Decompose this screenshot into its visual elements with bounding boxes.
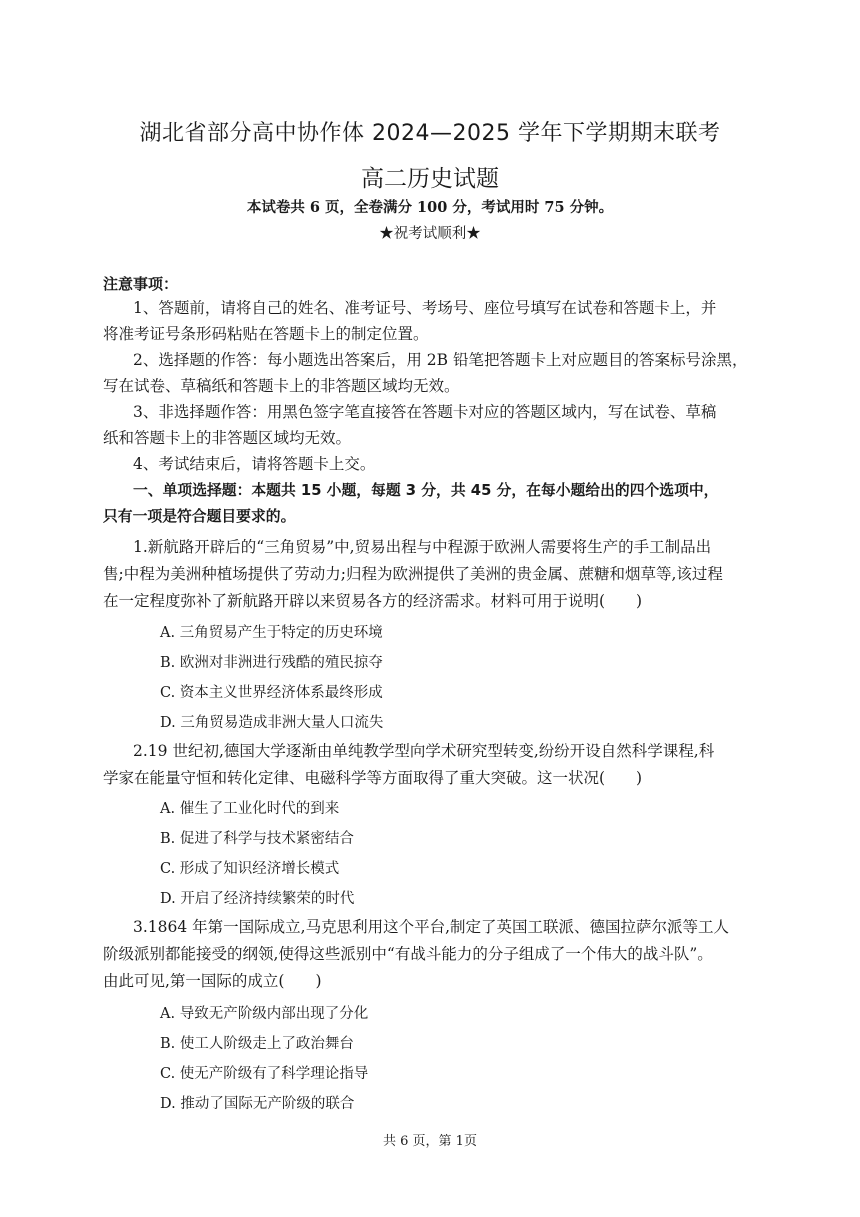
notice-item-4: 4、考试结束后，请将答题卡上交。: [133, 455, 376, 473]
question-3-line-3: 由此可见,第一国际的成立( ): [103, 972, 322, 990]
exam-title: 湖北省部分高中协作体 2024—2025 学年下学期期末联考: [139, 121, 721, 146]
question-3-option-d: D. 推动了国际无产阶级的联合: [160, 1096, 355, 1112]
question-2-option-b: B. 促进了科学与技术紧密结合: [160, 831, 354, 847]
notice-heading: 注意事项：: [103, 275, 179, 293]
question-2-option-c: C. 形成了知识经济增长模式: [160, 861, 340, 877]
question-1-option-a: A. 三角贸易产生于特定的历史环境: [160, 625, 383, 641]
question-2-line-1: 2.19 世纪初,德国大学逐渐由单纯教学型向学术研究型转变,纷纷开设自然科学课程,科: [133, 742, 715, 760]
notice-item-3-line-2: 纸和答题卡上的非答题区域均无效。: [103, 429, 352, 447]
question-2-option-d: D. 开启了经济持续繁荣的时代: [160, 891, 355, 907]
question-2-option-a: A. 催生了工业化时代的到来: [160, 801, 340, 817]
notice-item-3-line-1: 3、非选择题作答：用黑色签字笔直接答在答题卡对应的答题区域内，写在试卷、草稿: [133, 403, 717, 421]
section-heading-line-2: 只有一项是符合题目要求的。: [103, 508, 296, 525]
notice-item-2-line-1: 2、选择题的作答：每小题选出答案后，用 2B 铅笔把答题卡上对应题目的答案标号涂黑，: [133, 351, 748, 369]
section-heading-line-1: 一、单项选择题：本题共 15 小题，每题 3 分，共 45 分，在每小题给出的四个选项中，: [133, 482, 719, 499]
exam-subtitle: 高二历史试题: [361, 166, 499, 192]
notice-item-2-line-2: 写在试卷、草稿纸和答题卡上的非答题区域均无效。: [103, 377, 460, 395]
question-1-option-d: D. 三角贸易造成非洲大量人口流失: [160, 715, 384, 731]
notice-item-1-line-2: 将准考证号条形码粘贴在答题卡上的制定位置。: [103, 325, 429, 343]
question-3-option-a: A. 导致无产阶级内部出现了分化: [160, 1006, 369, 1022]
exam-wish: ★祝考试顺利★: [379, 226, 481, 242]
question-3-option-c: C. 使无产阶级有了科学理论指导: [160, 1066, 369, 1082]
question-3-line-2: 阶级派别都能接受的纲领,使得这些派别中“有战斗能力的分子组成了一个伟大的战斗队”。: [103, 945, 713, 963]
question-1-option-c: C. 资本主义世界经济体系最终形成: [160, 685, 383, 701]
question-1-option-b: B. 欧洲对非洲进行残酷的殖民掠夺: [160, 655, 383, 671]
notice-item-1-line-1: 1、答题前，请将自己的姓名、准考证号、考场号、座位号填写在试卷和答题卡上，并: [133, 299, 717, 317]
question-2-line-2: 学家在能量守恒和转化定律、电磁科学等方面取得了重大突破。这一状况( ): [103, 769, 643, 787]
exam-info: 本试卷共 6 页，全卷满分 100 分，考试用时 75 分钟。: [246, 199, 614, 216]
question-3-line-1: 3.1864 年第一国际成立,马克思利用这个平台,制定了英国工联派、德国拉萨尔派等工人: [133, 918, 730, 936]
question-1-line-2: 售;中程为美洲种植场提供了劳动力;归程为欧洲提供了美洲的贵金属、蔗糖和烟草等,该过程: [103, 565, 723, 583]
page-footer: 共 6 页，第 1页: [383, 1134, 477, 1149]
question-3-option-b: B. 使工人阶级走上了政治舞台: [160, 1036, 354, 1052]
question-1-line-3: 在一定程度弥补了新航路开辟以来贸易各方的经济需求。材料可用于说明( ): [103, 592, 643, 610]
question-1-line-1: 1.新航路开辟后的“三角贸易”中,贸易出程与中程源于欧洲人需要将生产的手工制品出: [133, 538, 712, 556]
